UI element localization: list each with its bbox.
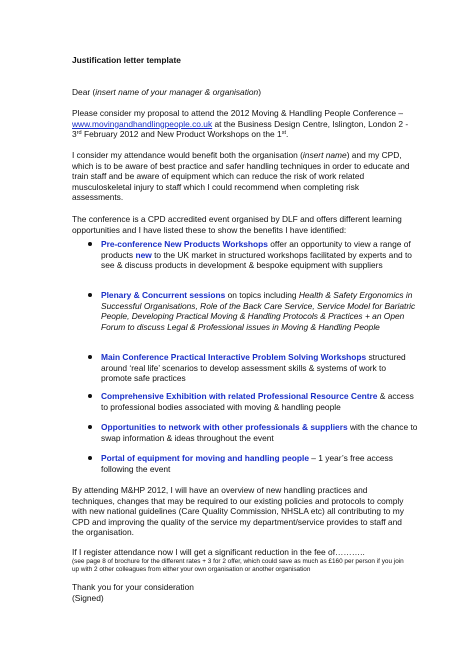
benefit-item-portal: Portal of equipment for moving and handling people – 1 year’s free access following the event [101,453,418,474]
greeting-placeholder: insert name of your manager & organisation [95,87,259,97]
benefit-item-exhibition: Comprehensive Exhibition with related Professional Resource Centre & access to professional bodies associated with moving & handling people [101,391,418,412]
accredited-paragraph: The conference is a CPD accredited event organised by DLF and offers different learning opportunities and I have listed these to show the benefits I have identified: [72,214,402,235]
registration-note: (see page 8 of brochure for the different rates + 3 for 2 offer, which could save as much as £160 per person if you join up with 2 other colleagues from either your own organisation or another organisation [72,557,404,573]
bullet-dot [88,355,92,359]
bullet-dot [88,425,92,429]
benefit-item-networking: Opportunities to network with other professionals & suppliers with the chance to swap information & ideas throughout the event [101,422,418,443]
benefit-item-workshops: Pre-conference New Products Workshops offer an opportunity to view a range of products new to the UK market in structured workshops facilitated by experts and to see & discuss products in development & bespoke equipment with suppliers [101,239,418,271]
intro-paragraph: Please consider my proposal to attend the 2012 Moving & Handling People Conference – www.movingandhandlingpeople.co.uk at the Business Design Centre, Islington, London 2 - 3rd February 2012 and New Product Workshops on the 1st. [72,108,409,140]
closing-thanks: Thank you for your consideration [72,582,194,592]
closing-signed: (Signed) [72,592,104,603]
benefit-item-main-conference: Main Conference Practical Interactive Problem Solving Workshops structured around ‘real life’ scenarios to develop assessment skills & systems of work to promote safe practices [101,352,418,384]
bullet-dot [88,242,92,246]
benefit-paragraph: I consider my attendance would benefit both the organisation (insert name) and my CPD, which is to be aware of best practice and safer handling techniques in order to educate and train staff and be aware of equipment which can reduce the risk of work related musculoskeletal injury to staff which I could recommend when completing risk assessments. [72,150,410,203]
conference-website-link[interactable]: www.movingandhandlingpeople.co.uk [72,118,213,129]
bullet-dot [88,394,92,398]
attending-paragraph: By attending M&HP 2012, I will have an overview of new handling practices and techniques, changes that may be required to our existing policies and protocols to comply with new national guidelines (Care Quality Commission, NHSLA etc) all contributing to my CPD and improving the quality of the service my department/service provides to staff and the organisation. [72,485,404,538]
closing [72,582,412,603]
greeting: Dear (insert name of your manager & organisation) [72,87,262,97]
registration-paragraph [72,547,412,574]
document-title: Justification letter template [72,55,181,65]
bullet-dot [88,456,92,460]
bullet-dot [88,293,92,297]
benefit-item-plenary: Plenary & Concurrent sessions on topics including Health & Safety Ergonomics in Successful Organisations, Role of the Back Care Service, Service Model for Bariatric People, Developing Practical Moving & Handling Protocols & Practices + an Open Forum to discuss Legal & Professional issues in Moving & Handling People [101,290,418,332]
registration-fee-line: If I register attendance now I will get a significant reduction in the fee of……….. [72,547,365,557]
